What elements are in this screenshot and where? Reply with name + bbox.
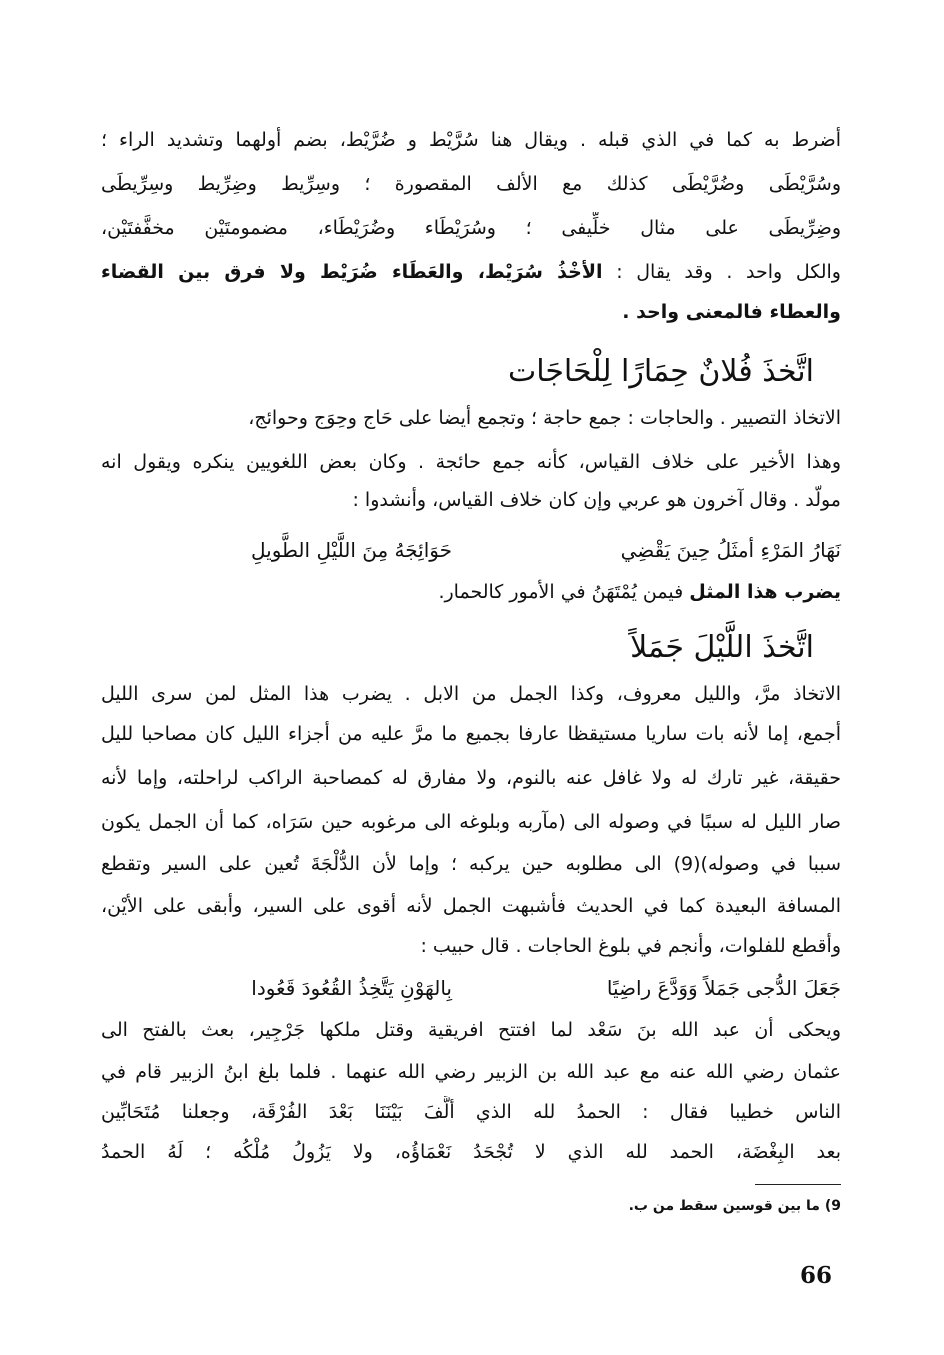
footnote: 9) ما بين قوسين سقط من ب. xyxy=(628,1198,841,1214)
text-line: الاتخاذ التصيير . والحاجات : جمع حاجة ؛ وتجمع أيضا على حَاج وحِوَج وحوائج، xyxy=(248,407,841,429)
text-line: وسُرَّيْطَى وضُرَّيْطَى كذلك مع الألف المقصورة ؛ وسِرِّيط وضِرِّيط وسِرِّيطَى xyxy=(101,173,841,195)
text-line xyxy=(101,256,841,290)
text-line: أضرط به كما في الذي قبله . ويقال هنا سُرَّيْط و ضُرَّيْط، بضم أولهما وتشديد الراء ؛ xyxy=(101,129,841,151)
text-line: وأقطع للفلوات، وأنجم في بلوغ الحاجات . قال حبيب : xyxy=(420,935,841,957)
verse-first-hemistich: نَهَارُ المَرْءِ أمثَلُ حِينَ يَقْضِي xyxy=(620,538,841,562)
bold-text-run: الأخْذُ سُرَيْط، والعَطَاء ضُرَيْط ولا فرق بين القضاء xyxy=(101,261,603,283)
text-line: وهذا الأخير على خلاف القياس، كأنه جمع حائجة . وكان بعض اللغويين ينكره ويقول انه xyxy=(101,451,841,473)
text-line: عثمان رضي الله عنه مع عبد الله بن الزبير رضي الله عنهما . فلما بلغ ابنُ الزبير قام في xyxy=(101,1061,841,1083)
bold-text-run: يضرب هذا المثل xyxy=(689,581,841,603)
text-run: فيمن يُمْتَهَنُ في الأمور كالحمار. xyxy=(438,581,684,603)
text-line: حقيقة، غير تارك له ولا غافل عنه بالنوم، ولا مفارق له كمصاحبة الراكب لراحلته، وإما لأنه xyxy=(101,767,841,789)
text-line: ويحكى أن عبد الله بنَ سَعْد لما افتتح افريقية وقتل ملكها جَرْجِير، بعث بالفتح الى xyxy=(101,1019,841,1041)
text-line: سببا في وصوله)(9) الى مطلوبه حين يركبه ؛ وإما لأن الدُّلْجَةَ تُعين على السير وتقطع xyxy=(101,853,841,875)
text-line: بعد البِغْضَة، الحمد لله الذي لا تُجْحَدُ نَعْمَاؤُه، ولا يَزُولُ مُلْكُه ؛ لَهُ الحمدُ xyxy=(101,1141,841,1163)
footnote-divider xyxy=(755,1184,841,1185)
text-run: والكل واحد . وقد يقال : xyxy=(616,261,841,283)
verse-second-hemistich: بِالهَوْنِ يَتَّخِذُ القُعُودَ قَعُودا xyxy=(251,976,452,1000)
verse-first-hemistich: جَعَلَ الدُّجى جَمَلاً وَوَدَّعَ راضِيًا xyxy=(606,976,841,1000)
text-line: الاتخاذ مرَّ، والليل معروف، وكذا الجمل من الابل . يضرب هذا المثل لمن سرى الليل xyxy=(101,683,841,705)
page-number: 66 xyxy=(800,1262,833,1289)
text-line: صار الليل له سببًا في وصوله الى (مآربه وبلوغه الى مرغوبه حين سَرَاه، كما أن الجمل يكون xyxy=(101,811,841,833)
text-line: الناس خطيبا فقال : الحمدُ لله الذي ألَّفَ بَيْنَنَا بَعْدَ الفُرْقَة، وجعلنا مُتَحَابِّين xyxy=(101,1101,841,1123)
text-line: المسافة البعيدة كما في الحديث فأشبهت الجمل لأنه أقوى على السير، وأبقى على الأيْن، xyxy=(101,895,841,917)
text-line: وضِرِّيطَى على مثال خلِّيفى ؛ وسُرَيْطَاء وضُرَيْطَاء، مضمومتَيْن مخفَّفتَيْن، xyxy=(101,217,841,239)
text-line xyxy=(101,576,841,610)
proverb-heading: اتَّخذَ فُلانٌ حِمَارًا لِلْحَاجَات xyxy=(507,354,814,389)
verse-second-hemistich: حَوَائِجَهُ مِنَ اللَّيْلِ الطَّويلِ xyxy=(250,538,452,562)
text-line: أجمع، إما لأنه بات ساريا مستيقظا عارفا بجميع ما مرَّ عليه من أجزاء الليل كان مصاحبا لليل xyxy=(101,723,841,745)
text-line: والعطاء فالمعنى واحد . xyxy=(622,301,841,323)
text-line: مولّد . وقال آخرون هو عربي وإن كان خلاف القياس، وأنشدوا : xyxy=(352,489,841,511)
proverb-heading: اتَّخذَ اللَّيْلَ جَمَلاً xyxy=(630,630,814,665)
